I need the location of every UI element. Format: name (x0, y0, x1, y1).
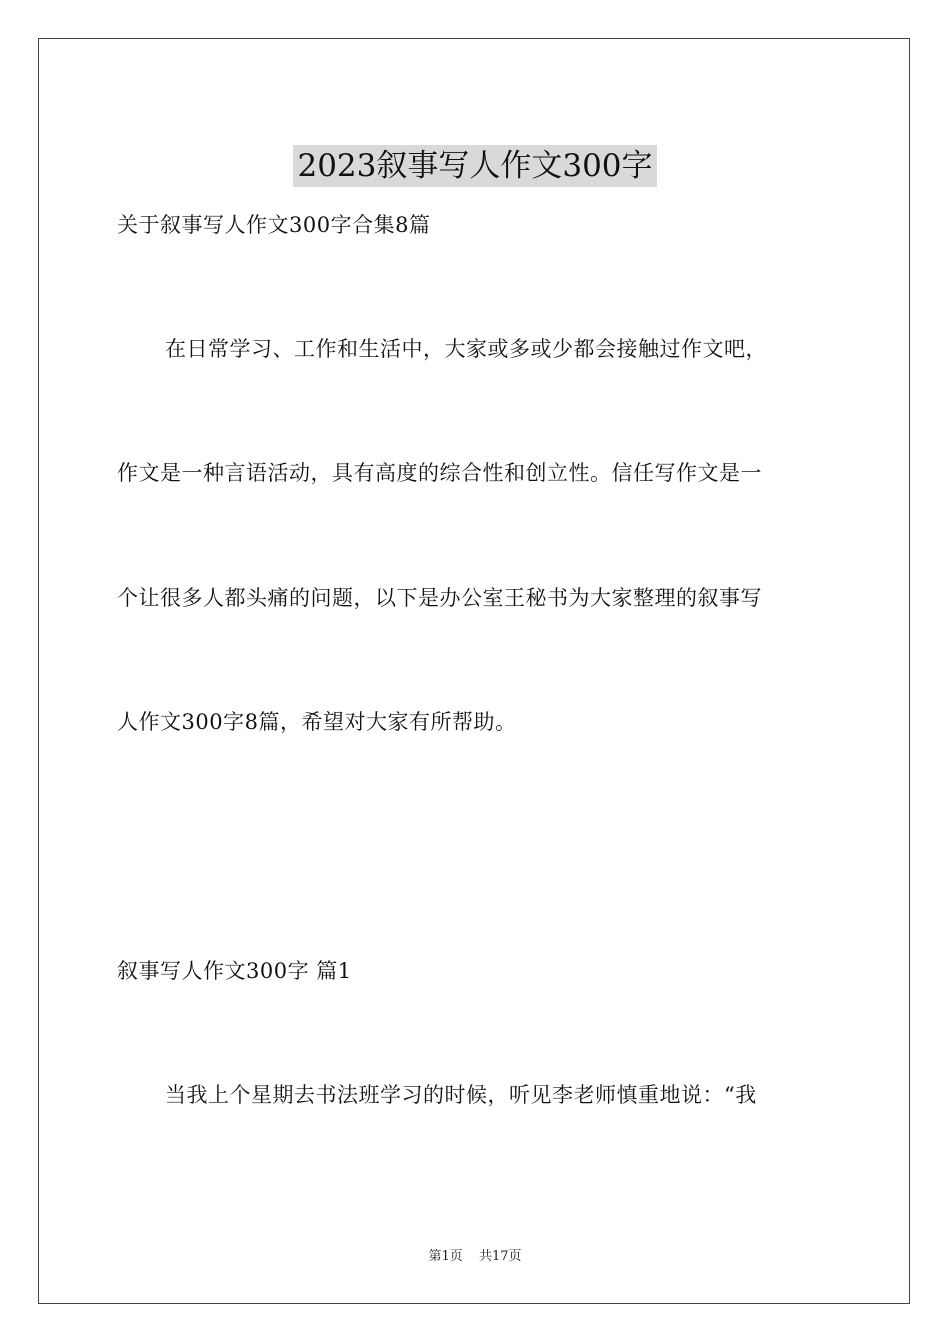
intro-paragraph-line: 在日常学习、工作和生活中，大家或多或少都会接触过作文吧， (165, 337, 767, 361)
intro-paragraph-line: 个让很多人都头痛的问题，以下是办公室王秘书为大家整理的叙事写 (117, 586, 762, 610)
page-total: 共17页 (478, 1249, 522, 1264)
section-heading: 叙事写人作文300字 篇1 (117, 959, 352, 983)
section-paragraph-line: 当我上个星期去书法班学习的时候，听见李老师慎重地说：“我 (165, 1083, 757, 1107)
document-title: 2023叙事写人作文300字 (293, 145, 656, 187)
page-footer (0, 1248, 950, 1266)
page-number: 第1页 (428, 1249, 463, 1264)
title-container (0, 124, 950, 208)
intro-paragraph-line: 人作文300字8篇，希望对大家有所帮助。 (117, 710, 517, 734)
document-subtitle: 关于叙事写人作文300字合集8篇 (117, 213, 431, 237)
intro-paragraph-line: 作文是一种言语活动，具有高度的综合性和创立性。信任写作文是一 (117, 461, 762, 485)
